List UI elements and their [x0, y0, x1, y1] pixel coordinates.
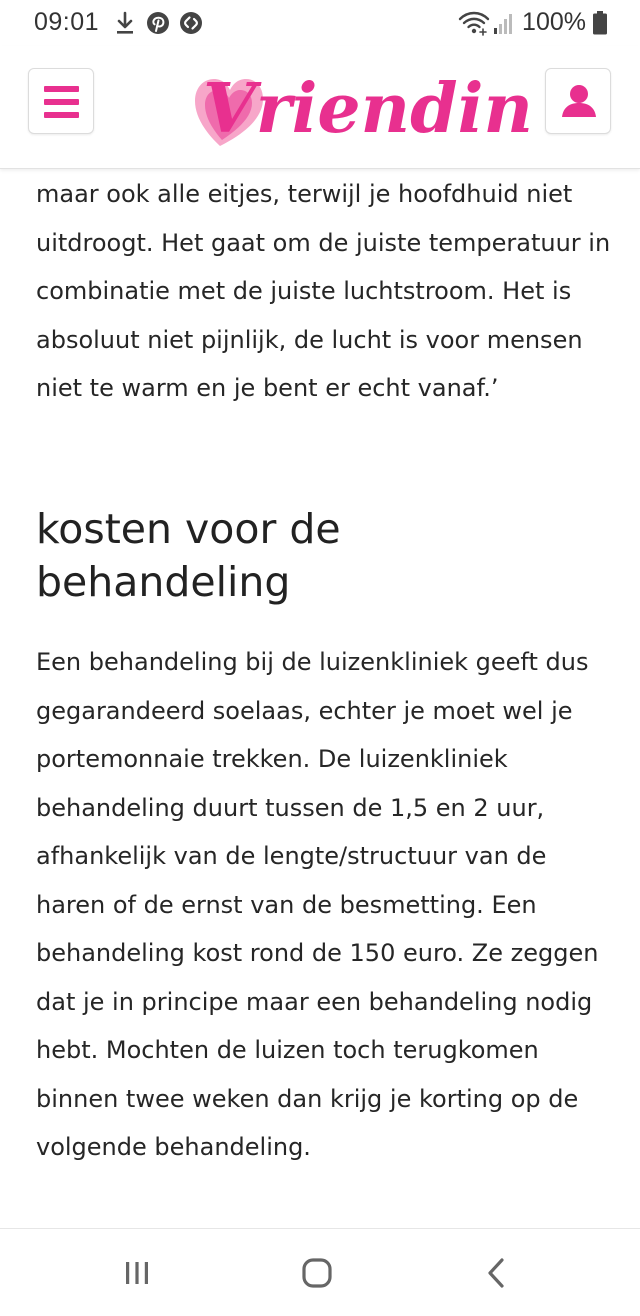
article-paragraph: Een behandeling bij de luizenkliniek geeft dus gegarandeerd soelaas, echter je moet wel je portemonnaie trekken. De luizenkliniek behandeling duurt tussen de 1,5 en 2 uur, afhankelijk van de lengte/structuur van de haren of de ernst van de besmetting. Een behandeling kost rond de 150 euro. Ze zeggen dat je in principe maar een behandeling nodig hebt. Mochten de luizen toch terugkomen binnen twee weken dan krijg je korting op de volgende behandeling. — [36, 648, 599, 1161]
app-header — [0, 46, 640, 169]
svg-text:Vriendin: Vriendin — [203, 69, 533, 149]
user-icon — [561, 84, 597, 118]
signal-icon — [493, 10, 515, 36]
battery-percentage: 100% — [522, 8, 586, 36]
section-heading: kosten voor de behandeling — [36, 505, 341, 606]
menu-button[interactable] — [28, 68, 94, 134]
article-content — [0, 168, 640, 1228]
article-paragraph: maar ook alle eitjes, terwijl je hoofdhuid niet uitdroogt. Het gaat om de juiste temperatuur in combinatie met de juiste luchtstroom. Het is absoluut niet pijnlijk, de lucht is voor mensen niet te warm en je bent er echt vanaf.’ — [36, 180, 611, 402]
vriendin-logo[interactable] — [193, 60, 533, 150]
pinterest-icon — [145, 10, 171, 36]
status-bar — [0, 0, 640, 46]
battery-icon — [592, 10, 608, 36]
system-navigation-bar — [0, 1228, 640, 1316]
download-icon — [112, 10, 138, 36]
account-button[interactable] — [545, 68, 611, 134]
back-icon[interactable] — [474, 1251, 518, 1295]
shazam-icon — [178, 10, 204, 36]
home-icon[interactable] — [295, 1251, 339, 1295]
wifi-icon — [458, 10, 490, 36]
status-time: 09:01 — [34, 8, 100, 36]
recent-apps-icon[interactable] — [115, 1251, 159, 1295]
